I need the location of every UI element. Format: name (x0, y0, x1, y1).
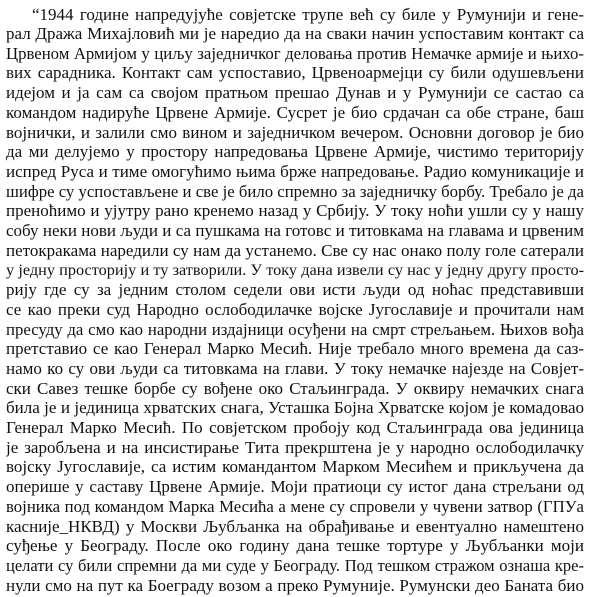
text-line: командом надируће Црвене Армије. Сусрет је био срдачан са обе стране, баш (6, 102, 584, 122)
text-line: целати су били спремни да ми суде у Београду. Под тешком стражом ознаша кре- (6, 555, 584, 575)
text-line: “1944 године напредујуће совјетске трупе већ су биле у Румунији и гене- (32, 5, 584, 24)
text-line: собу неки нови људи и са пушкама на готовс и титовкама на главама и црвеним (6, 221, 584, 240)
text-line: претставио се као Генерал Марко Месић. Није требало много времена да саз- (6, 339, 584, 359)
text-line: била је и јединица хрватских снага, Усташка Бојна Хрватске којом је комадовао (6, 398, 584, 418)
text-line: суђење у Београду. После око годину дана тешке тортуре у Љубљанки моји (6, 536, 584, 556)
text-line: петокракама наредили су нам да устанемо. Све су нас онако полу голе сатерали (6, 240, 584, 260)
text-line: ски Савез тешке борбе су вођене око Стаљинграда. У оквиру немачких снага (6, 378, 584, 398)
text-line: нули смо на пут ка Боеграду возом а преко Румуније. Румунски део Баната био (6, 575, 584, 595)
text-line: касније_НКВД) у Москви Љубљанка на обрађивање и евентуално намештено (6, 516, 584, 536)
text-line: вих сарадника. Контакт сам успоставио, Црвеноармејци су били одушевљени (6, 63, 584, 83)
text-line: се као преки суд Народно ослободилачке војске Југославије и прочитали нам (6, 299, 584, 319)
text-line: пресуду да смо као народни издајници осуђени на смрт стрељањем. Њихов вођа (6, 319, 584, 339)
text-line: рију где су за једним столом седели ови исти људи од ноћас представивши (6, 280, 584, 300)
text-line: испред Руса и тиме омогућимо њима брже напредовање. Радио комуникације и (6, 161, 584, 181)
text-line: Генерал Марко Месић. По совјетском пробоју код Стаљинграда ова јединица (6, 418, 584, 437)
text-line: шифре су успостављене и све је било спремно за заједничку борбу. Требало је да (6, 181, 584, 201)
text-line: оперише у саставу Црвене Армије. Моји пратиоци су истог дана стрељани од (6, 477, 584, 497)
text-line: да ми делујемо у простору напредовања Црвене Армије, чистимо територију (6, 142, 584, 162)
text-line: војску Југославије, са истим командантом Марком Месићем и прикључена да (6, 457, 584, 477)
text-line: војника под командом Марка Месића а мене су спровели у чувени затвор (ГПУа (6, 496, 584, 516)
text-line: је заробљена и на инсистирање Тита прекрштена је у народно ослободилачку (6, 437, 584, 457)
text-line: у једну просторију и ту затворили. У току дана извели су нас у једну другу просто- (6, 261, 584, 280)
text-line: рал Дража Михајловић ми је наредио да на сваки начин успоставим контакт са (6, 24, 584, 43)
text-line: Црвеном Армијом у циљу заједничког деловања против Немачке армије и њихо- (6, 43, 584, 63)
text-line: војнички, и залили смо вином и заједничком вечером. Основни договор је био (6, 122, 584, 142)
text-line: намо ко су ови људи са титовкама на глави. У току немачке најезде на Совјет- (6, 358, 584, 378)
text-line: преноћимо и ујутру рано кренемо назад у Србију. У току ноћи ушли су у нашу (6, 201, 584, 221)
text-line: идејом и ја сам са својом пратњом прешао Дунав и у Румунији се састао са (6, 83, 584, 103)
